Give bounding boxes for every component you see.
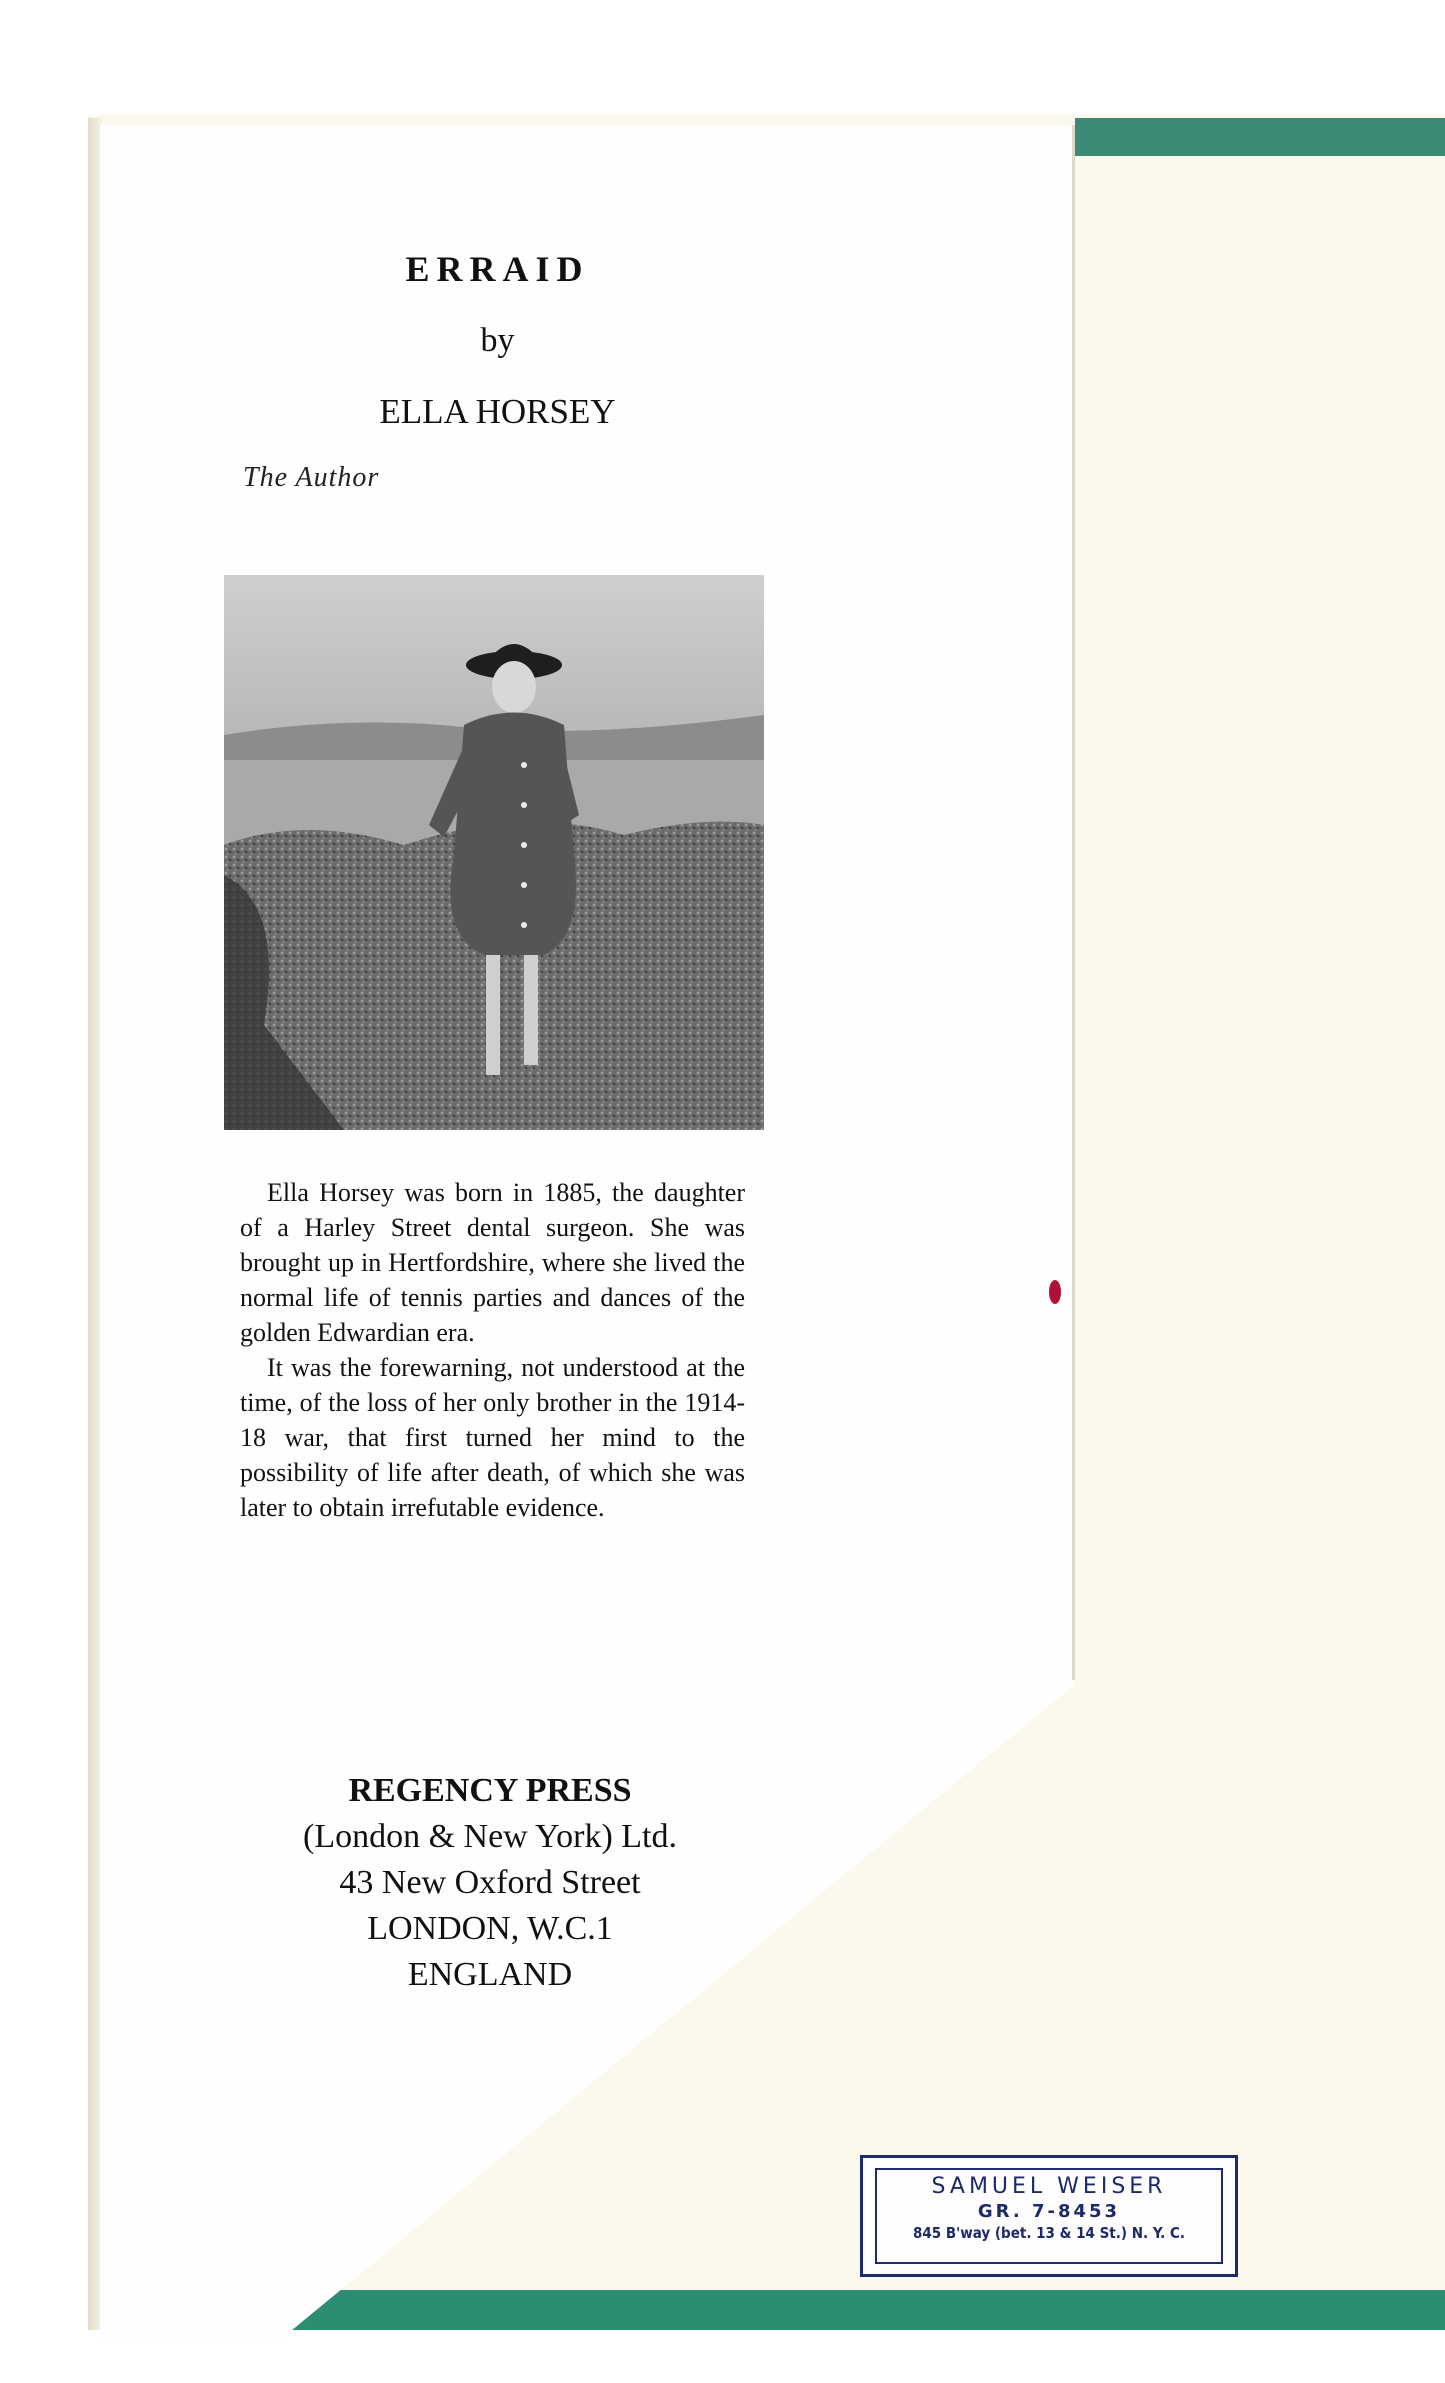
book-title: ERRAID [405, 249, 590, 289]
by-line: by [480, 322, 515, 359]
author-photo [224, 575, 764, 1130]
publisher-line-4: ENGLAND [407, 1956, 573, 1993]
bio-paragraph-1: Ella Horsey was born in 1885, the daughter of a Harley Street dental surgeon. She was brought up in Hertfordshire, where she lived the normal life of tennis parties and dances of the golden Edwardian era. [240, 1178, 745, 1347]
stamp-border [875, 2168, 1223, 2264]
publisher-line-1: (London & New York) Ltd. [303, 1818, 677, 1855]
publisher-name: REGENCY PRESS [348, 1772, 632, 1809]
bio-paragraph-2: It was the forewarning, not understood at the time, of the loss of her only brother in the 1914-18 war, that first turned her mind to the possibility of life after death, of which she was later to obtain irrefutable evidence. [240, 1353, 745, 1522]
spine-edge [88, 118, 102, 2330]
stamp-phone: GR. 7-8453 [977, 2201, 1121, 2222]
cloth-edge-bottom [250, 2290, 1445, 2330]
bookseller-stamp [860, 2155, 1238, 2277]
photo-caption: The Author [243, 462, 380, 493]
author-name: ELLA HORSEY [379, 392, 616, 431]
flap-shadow [1072, 125, 1075, 1680]
stamp-name: SAMUEL WEISER [931, 2174, 1167, 2199]
publisher-line-3: LONDON, W.C.1 [367, 1910, 613, 1947]
author-biography [240, 1175, 745, 1525]
publisher-line-2: 43 New Oxford Street [339, 1864, 641, 1901]
cloth-edge-top [1075, 118, 1445, 156]
red-mark [1049, 1280, 1061, 1304]
stamp-address: 845 B'way (bet. 13 & 14 St.) N. Y. C. [913, 2224, 1185, 2242]
